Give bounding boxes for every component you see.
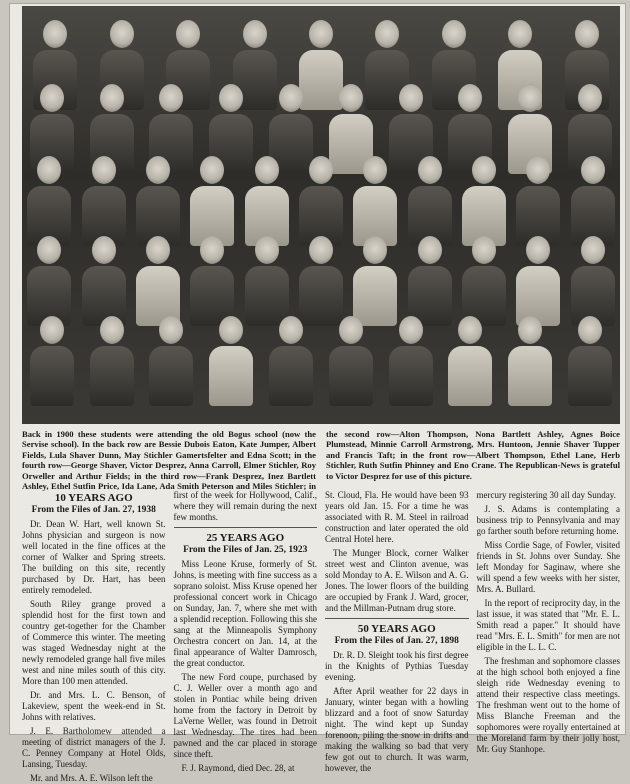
student-head [176, 20, 200, 48]
student-figure [447, 316, 493, 406]
photo-row [22, 236, 620, 326]
student-figure [407, 156, 453, 246]
student-head [575, 20, 599, 48]
student-head [100, 84, 124, 112]
student-head [526, 156, 550, 184]
student-head [581, 236, 605, 264]
paragraph: In the report of reciprocity day, in the last issue, it was stated that "Mr. E. L. Smith read a paper." It should have read "Mrs. E. L. Smith" for men are not eligible in the L. L. C. [476, 598, 620, 652]
student-head [472, 156, 496, 184]
student-figure [81, 156, 127, 246]
student-figure [570, 156, 616, 246]
class-photograph [22, 6, 620, 424]
student-head [309, 236, 333, 264]
student-figure [29, 316, 75, 406]
student-head [40, 316, 64, 344]
student-head [363, 236, 387, 264]
divider [325, 618, 469, 619]
student-body [30, 346, 74, 406]
student-head [399, 84, 423, 112]
student-figure [507, 316, 553, 406]
paragraph: Dr. R. D. Sleight took his first degree in the Knights of Pythias Tuesday evening. [325, 650, 469, 682]
column-3 [325, 490, 469, 773]
student-figure [189, 156, 235, 246]
student-head [399, 316, 423, 344]
student-head [43, 20, 67, 48]
student-head [37, 236, 61, 264]
student-head [279, 84, 303, 112]
student-figure [135, 156, 181, 246]
student-body [209, 346, 253, 406]
student-head [200, 156, 224, 184]
student-head [458, 84, 482, 112]
newspaper-clipping [10, 4, 625, 783]
student-head [418, 236, 442, 264]
student-body [568, 346, 612, 406]
heading-subtitle: From the Files of Jan. 25, 1923 [183, 545, 308, 555]
student-head [518, 316, 542, 344]
student-head [472, 236, 496, 264]
paragraph: Miss Cordie Sage, of Fowler, visited friends in St. Johns over Sunday. She left Monday for Saginaw, where she will spend a few weeks with her sister, Mrs. A. Bullard. [476, 540, 620, 594]
heading-title: 50 YEARS AGO [357, 623, 436, 635]
student-head [40, 84, 64, 112]
student-head [518, 84, 542, 112]
heading-title: 10 YEARS AGO [54, 492, 133, 504]
paragraph: The Munger Block, corner Walker street west and Clinton avenue, was sold Monday to A. E. Wilson and A. G. Jones. The lower floors of the building are occupied by Frank J. Ward, grocer, and the Millman-Putnam drug store. [325, 548, 469, 613]
paragraph: J. S. Adams is contemplating a business trip to Pennsylvania and may go farther south before returning home. [476, 504, 620, 536]
student-figure [89, 316, 135, 406]
student-head [508, 20, 532, 48]
student-figure [352, 236, 398, 326]
student-figure [26, 156, 72, 246]
student-figure [26, 236, 72, 326]
student-head [200, 236, 224, 264]
photo-caption: Back in 1900 these students were attending the old Bogus school (now the Servise school). In the back row are Bessie Dubois Eaton, Kate Jumper, Albert Fields, Lula Shaver Dunn, May Stichler Gamertsfelter and Edna Scott; in the fourth row—George Shaver, Victor Desprez, Anna Carroll, Elmer Stichler, Roy Orweller and Arthur Fields; in the third row—Frank Desprez, Inez Bartlett Ashley, Ethel Sutfin Price, Ida Lane, Ada Smith Peterson and Miles Stichler; in the second row—Alton Thompson, Nona Bartlett Ashley, Agnes Boice Plumstead, Minnie Carroll Armstrong, Mrs. Huntoon, Jennie Shaver Tupper and Francis Taft; in the front row—Albert Thompson, Ethel Lane, Herb Stichler, Ruth Sutfin Phinney and Eno Crane. The Republican-News is grateful to Victor Desprez for use of this picture. [22, 429, 620, 492]
column-1 [22, 490, 166, 783]
student-head [219, 84, 243, 112]
paragraph: After April weather for 22 days in January, winter began with a howling blizzard and a foot of snow Saturday night. The wind kept up Sunday forenoon, piling the snow in drifts and making the walking so bad that very few got out to church. It was warm, however, the [325, 686, 469, 773]
paragraph: South Riley grange proved a splendid host for the first town and country get-together for the Chamber of Commerce this winter. The meeting was staged Wednesday night at the newly remodeled grange hall five miles west and nine miles south of this city. More than 100 men attended. [22, 599, 166, 686]
student-body [90, 346, 134, 406]
student-head [309, 156, 333, 184]
student-figure [244, 236, 290, 326]
student-figure [515, 236, 561, 326]
student-head [255, 156, 279, 184]
student-figure [461, 156, 507, 246]
paragraph: Mr. and Mrs. A. E. Wilson left the [30, 773, 153, 783]
heading-subtitle: From the Files of Jan. 27, 1938 [31, 505, 156, 515]
divider [174, 527, 318, 528]
student-figure [244, 156, 290, 246]
paragraph: Dr. and Mrs. L. C. Benson, of Lakeview, spent the week-end in St. Johns with relatives. [22, 690, 166, 722]
student-figure [189, 236, 235, 326]
student-head [458, 316, 482, 344]
heading-title: 25 YEARS AGO [206, 532, 285, 544]
student-head [442, 20, 466, 48]
student-figure [208, 316, 254, 406]
student-head [146, 156, 170, 184]
student-head [279, 316, 303, 344]
student-head [159, 84, 183, 112]
section-heading-10-years [22, 492, 166, 516]
student-body [448, 346, 492, 406]
heading-subtitle: From the Files of Jan. 27, 1898 [334, 636, 459, 646]
student-head [159, 316, 183, 344]
paragraph: St. Cloud, Fla. He would have been 93 years old Jan. 15. For a time he was associated with R. M. Steel in railroad construction and later operated the old Central Hotel here. [325, 490, 469, 544]
column-2 [173, 490, 318, 773]
student-head [578, 84, 602, 112]
student-head [418, 156, 442, 184]
student-head [375, 20, 399, 48]
paragraph: J. E. Bartholomew attended a meeting of district managers of the J. C. Penney Company at Hotel Olds, Lansing, Tuesday. [22, 726, 166, 769]
paragraph: The new Ford coupe, purchased by C. J. Weller over a month ago and stolen in Pontiac while being driven home from the factory in Detroit by LaVerne Weller, was found in Detroit last Wednesday. The tires had been pawned and the car placed in storage since theft. [173, 672, 317, 759]
student-head [578, 316, 602, 344]
student-figure [135, 236, 181, 326]
section-heading-25-years [174, 532, 318, 556]
student-figure [567, 316, 613, 406]
paragraph: F. J. Raymond, died Dec. 28, at [181, 763, 295, 773]
paragraph: first of the week for Hollywood, Calif., where they will remain during the next few months. [173, 490, 317, 522]
section-heading-50-years [325, 623, 469, 647]
student-figure [268, 316, 314, 406]
student-head [37, 156, 61, 184]
paragraph: Dr. Dean W. Hart, well known St. Johns physician and surgeon is now well located in the fine offices at the corner of Walker and Spring streets. The building on this site, recently purchased by Dr. Hart, has been entirely remodeled. [22, 519, 166, 595]
student-figure [515, 156, 561, 246]
student-figure [298, 236, 344, 326]
student-head [581, 156, 605, 184]
student-figure [570, 236, 616, 326]
student-head [219, 316, 243, 344]
student-head [363, 156, 387, 184]
articles-section [22, 490, 620, 783]
student-head [255, 236, 279, 264]
photo-row [22, 316, 620, 406]
column-4 [476, 490, 621, 754]
student-head [110, 20, 134, 48]
paragraph: mercury registering 30 all day Sunday. [476, 490, 616, 500]
paragraph: The freshman and sophomore classes at the high school both enjoyed a fine sleigh ride Wednesday evening to attend their respective class meetings. The freshman went out to the home of Miss Blanche Freeman and the sophomores were royally entertained at the Moreland farm by their jolly host, Mr. Guy Stanhope. [476, 656, 620, 754]
student-head [243, 20, 267, 48]
student-head [100, 316, 124, 344]
student-head [526, 236, 550, 264]
student-figure [352, 156, 398, 246]
student-body [269, 346, 313, 406]
student-head [309, 20, 333, 48]
student-body [149, 346, 193, 406]
student-figure [461, 236, 507, 326]
student-head [146, 236, 170, 264]
student-body [329, 346, 373, 406]
student-head [92, 156, 116, 184]
student-body [389, 346, 433, 406]
paragraph: Miss Leone Kruse, formerly of St. Johns, is meeting with fine success as a soprano soloist. Miss Kruse opened her professional concert work in Chicago on Sunday, Jan. 7, where she met with a splendid reception. Following this she sang at the Minneapolis Symphony Orchestra concert on Jan. 14, at the final appearance of Walter Damrosch, the great conductor. [173, 559, 317, 668]
student-figure [388, 316, 434, 406]
student-figure [407, 236, 453, 326]
student-figure [298, 156, 344, 246]
student-figure [81, 236, 127, 326]
student-head [92, 236, 116, 264]
photo-row [22, 156, 620, 246]
student-head [339, 84, 363, 112]
student-head [339, 316, 363, 344]
student-figure [328, 316, 374, 406]
student-figure [148, 316, 194, 406]
student-body [508, 346, 552, 406]
